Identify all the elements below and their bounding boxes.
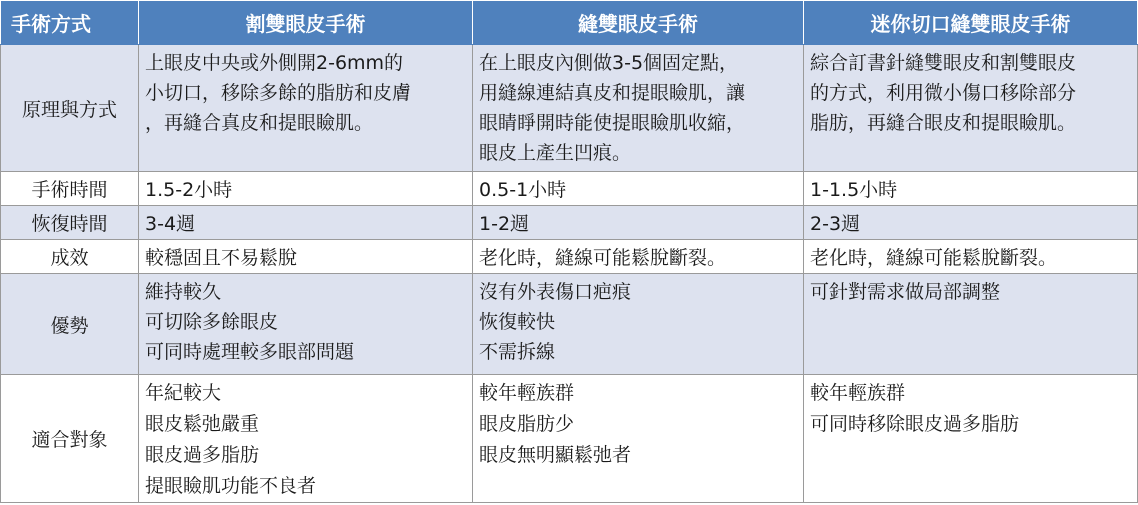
cell-recovery-suture [473, 206, 804, 240]
cell-advantages-incision [139, 274, 473, 375]
cell-line: 3-4週 [145, 213, 196, 235]
cell-recovery-mini [804, 206, 1138, 240]
header-method: 手術方式 [1, 1, 139, 45]
cell-line: 上眼皮中央或外側開2-6mm的 [145, 52, 404, 74]
cell-line: 1-2週 [479, 213, 530, 235]
cell-line: 眼皮過多脂肪 [145, 444, 260, 466]
cell-line: 維持較久 [145, 281, 222, 303]
row-label-effect: 成效 [1, 240, 139, 274]
cell-effect-mini [804, 240, 1138, 274]
table-row [1, 45, 1138, 172]
cell-line: 眼皮無明顯鬆弛者 [479, 444, 632, 466]
cell-line: 老化時，縫線可能鬆脫斷裂。 [479, 247, 727, 269]
cell-line: 年紀較大 [145, 382, 222, 404]
cell-line: 眼皮鬆弛嚴重 [145, 413, 260, 435]
cell-line: 小切口，移除多餘的脂肪和皮膚 [145, 82, 412, 104]
cell-line: 提眼瞼肌功能不良者 [145, 475, 317, 497]
cell-suitable-mini [804, 375, 1138, 503]
cell-line: 1.5-2小時 [145, 179, 233, 201]
cell-time-incision [139, 172, 473, 206]
header-mini-incision-surgery: 迷你切口縫雙眼皮手術 [804, 1, 1138, 45]
row-label-recovery-time: 恢復時間 [1, 206, 139, 240]
table-row [1, 172, 1138, 206]
table-row [1, 240, 1138, 274]
cell-line: 較年輕族群 [810, 382, 906, 404]
cell-line: 可針對需求做局部調整 [810, 281, 1001, 303]
cell-advantages-suture [473, 274, 804, 375]
row-label-advantages: 優勢 [1, 274, 139, 375]
cell-line: 可同時移除眼皮過多脂肪 [810, 413, 1020, 435]
cell-line: 可切除多餘眼皮 [145, 311, 279, 333]
row-label-principle: 原理與方式 [1, 45, 139, 172]
table-row [1, 274, 1138, 375]
cell-suitable-suture [473, 375, 804, 503]
cell-line: 恢復較快 [479, 311, 556, 333]
cell-line: 用縫線連結真皮和提眼瞼肌，讓 [479, 82, 746, 104]
cell-recovery-incision [139, 206, 473, 240]
cell-advantages-mini [804, 274, 1138, 375]
cell-line: 0.5-1小時 [479, 179, 567, 201]
cell-line: 不需拆線 [479, 341, 556, 363]
cell-principle-suture [473, 45, 804, 172]
cell-time-suture [473, 172, 804, 206]
cell-suitable-incision [139, 375, 473, 503]
cell-line: 可同時處理較多眼部問題 [145, 341, 355, 363]
cell-line: 1-1.5小時 [810, 179, 898, 201]
cell-line: 脂肪，再縫合眼皮和提眼瞼肌。 [810, 112, 1077, 134]
cell-line: 2-3週 [810, 213, 861, 235]
cell-principle-mini [804, 45, 1138, 172]
table-row [1, 375, 1138, 503]
row-label-surgery-time: 手術時間 [1, 172, 139, 206]
header-row [1, 1, 1138, 45]
cell-line: 較穩固且不易鬆脫 [145, 247, 298, 269]
cell-line: 在上眼皮內側做3-5個固定點， [479, 52, 739, 74]
cell-line: 沒有外表傷口疤痕 [479, 281, 632, 303]
header-incision-surgery: 割雙眼皮手術 [139, 1, 473, 45]
cell-line: 老化時，縫線可能鬆脫斷裂。 [810, 247, 1058, 269]
cell-line: 眼皮上產生凹痕。 [479, 142, 632, 164]
cell-line: ，再縫合真皮和提眼瞼肌。 [145, 112, 374, 134]
cell-time-mini [804, 172, 1138, 206]
row-label-suitable: 適合對象 [1, 375, 139, 503]
cell-principle-incision [139, 45, 473, 172]
cell-effect-suture [473, 240, 804, 274]
cell-line: 眼睛睜開時能使提眼瞼肌收縮， [479, 112, 746, 134]
cell-line: 眼皮脂肪少 [479, 413, 575, 435]
cell-line: 綜合訂書針縫雙眼皮和割雙眼皮 [810, 52, 1077, 74]
table-row [1, 206, 1138, 240]
header-suture-surgery: 縫雙眼皮手術 [473, 1, 804, 45]
cell-line: 較年輕族群 [479, 382, 575, 404]
cell-effect-incision [139, 240, 473, 274]
cell-line: 的方式，利用微小傷口移除部分 [810, 82, 1077, 104]
